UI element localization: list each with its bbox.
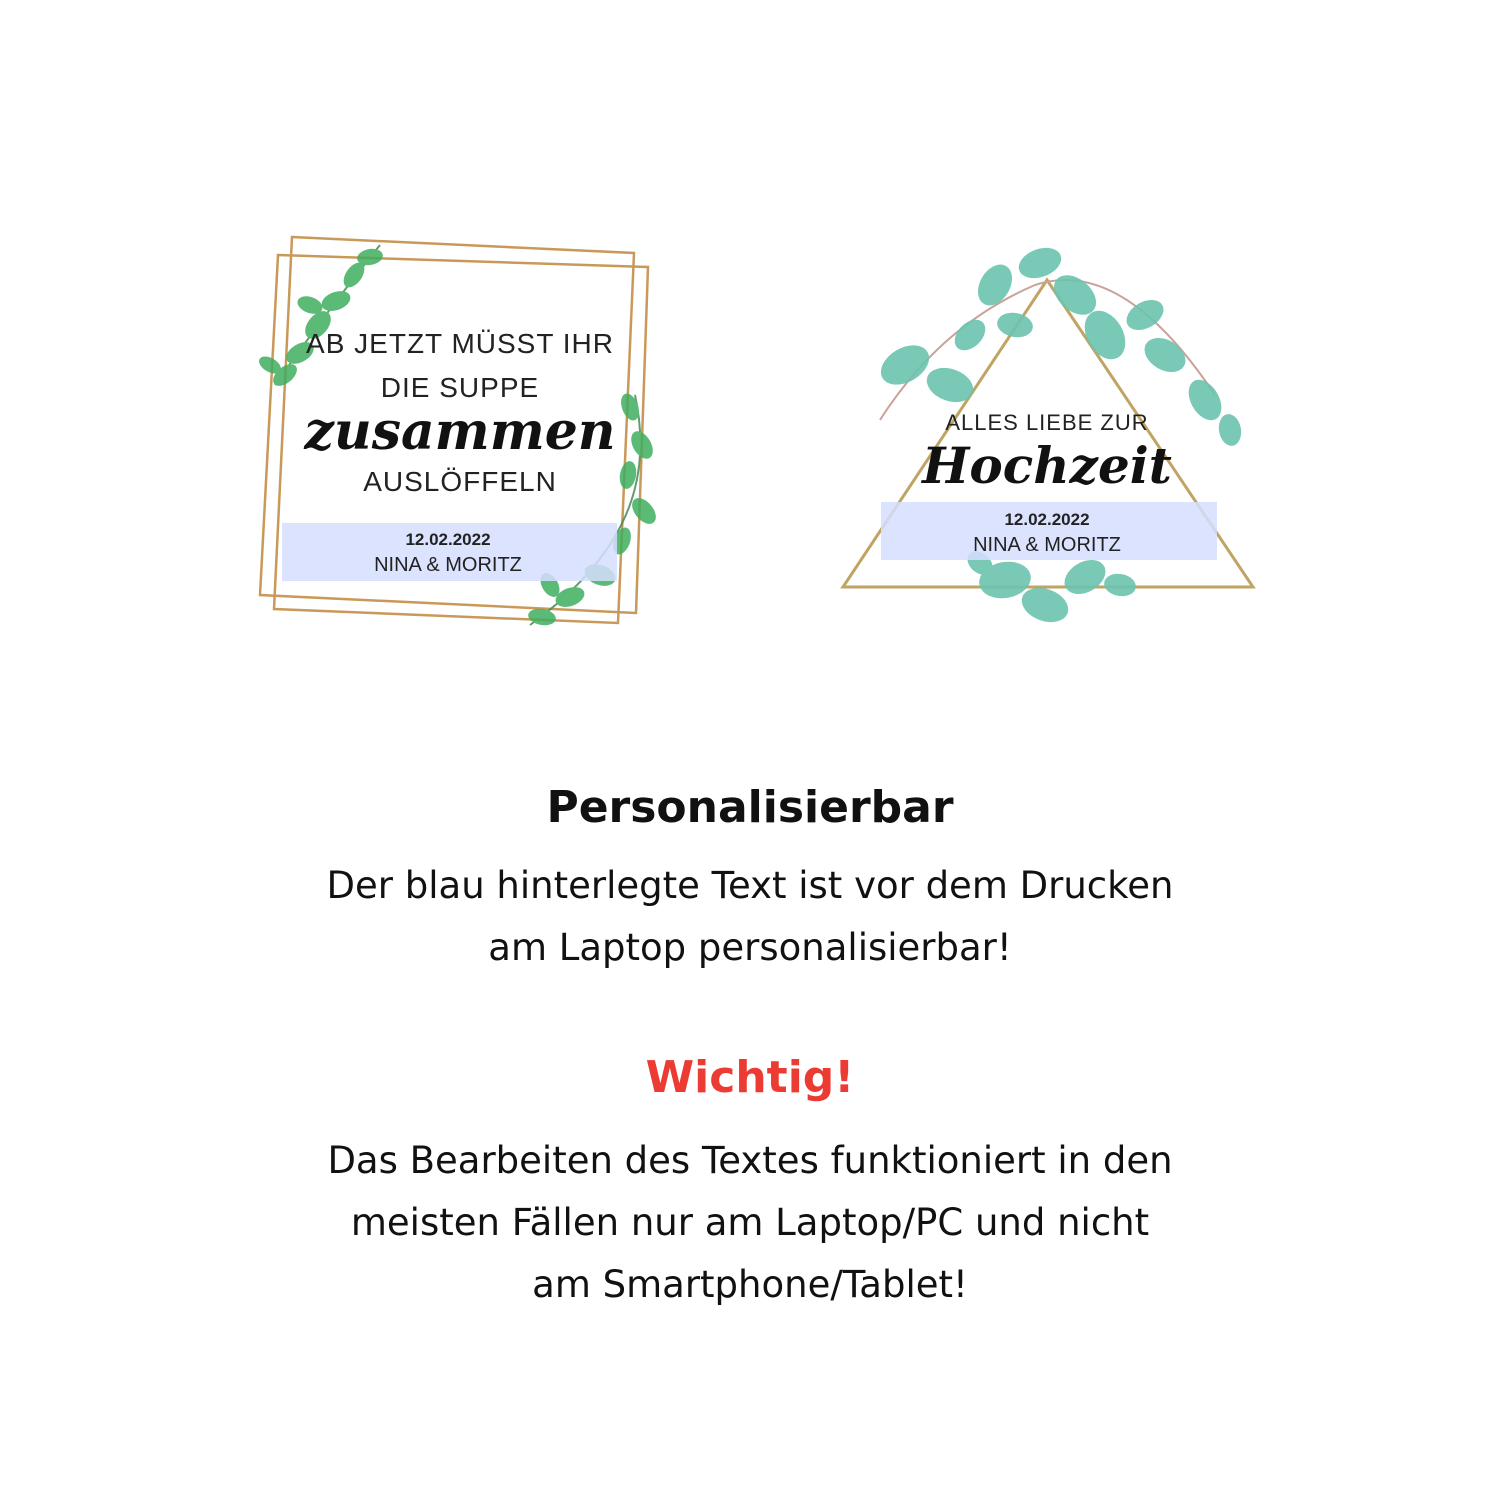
wichtig-heading: Wichtig! xyxy=(645,1052,855,1103)
warning-line-1: Das Bearbeiten des Textes funktioniert in den xyxy=(327,1139,1173,1182)
square-date: 12.02.2022 xyxy=(405,530,491,549)
square-script-word: zusammen xyxy=(304,401,616,462)
triangle-date: 12.02.2022 xyxy=(1004,510,1090,529)
info-line-2: am Laptop personalisierbar! xyxy=(488,926,1012,969)
personalisierbar-text xyxy=(150,855,1350,979)
label-square-preview xyxy=(250,225,670,645)
square-line-2: DIE SUPPE xyxy=(380,372,540,403)
info-line-1: Der blau hinterlegte Text ist vor dem Drucken xyxy=(326,864,1174,907)
triangle-script-word: Hochzeit xyxy=(922,436,1172,495)
square-line-1: AB JETZT MÜSST IHR xyxy=(306,328,614,359)
square-names: NINA & MORITZ xyxy=(374,554,522,576)
label-triangle-preview xyxy=(835,225,1265,645)
square-line-4: AUSLÖFFELN xyxy=(363,466,557,497)
warning-line-3: am Smartphone/Tablet! xyxy=(532,1263,968,1306)
triangle-line-1: ALLES LIEBE ZUR xyxy=(945,410,1149,435)
personalisierbar-heading: Personalisierbar xyxy=(546,782,954,833)
wichtig-text xyxy=(150,1130,1350,1316)
triangle-names: NINA & MORITZ xyxy=(973,534,1121,556)
warning-line-2: meisten Fällen nur am Laptop/PC und nicht xyxy=(350,1201,1150,1244)
